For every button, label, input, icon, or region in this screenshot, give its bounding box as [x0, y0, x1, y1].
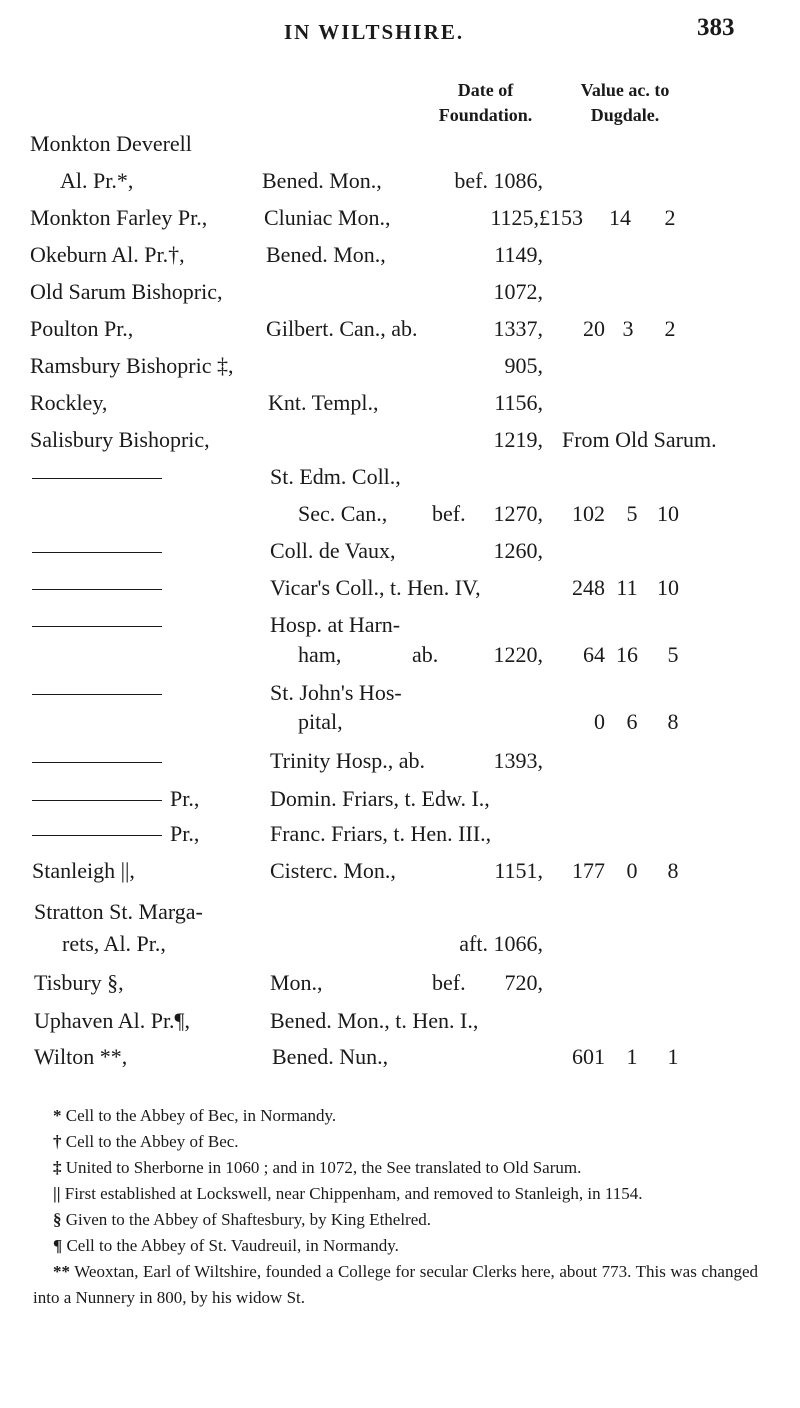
footnote-text: Weoxtan, Earl of Wiltshire, founded a College for secular Clerks here, about 773. This was changed into a Nunnery in 800, by his widow St.: [33, 1262, 758, 1307]
value-pounds: 248: [572, 575, 605, 600]
order: pital,: [298, 709, 343, 734]
order: Hosp. at Harn-: [270, 612, 401, 637]
order: Bened. Nun.,: [272, 1044, 389, 1069]
footnote-mark: *: [53, 1106, 62, 1125]
footnote-mark: ||: [53, 1184, 61, 1203]
value-pence: 5: [667, 642, 679, 667]
foundation-date: 1149,: [494, 242, 543, 267]
house-name: Monkton Deverell: [30, 131, 192, 156]
house-name: Poulton Pr.,: [30, 316, 134, 341]
house-name: Rockley,: [30, 390, 108, 415]
ditto-dash: [32, 680, 162, 706]
foundation-date: 1260,: [493, 538, 543, 563]
value-pounds: 0: [594, 709, 605, 734]
footnote: [33, 1233, 758, 1259]
foundation-date: 1220,: [493, 642, 543, 667]
order: Gilbert. Can., ab.: [266, 316, 418, 341]
foundation-date: 1393,: [493, 748, 543, 773]
value-pounds: 102: [572, 501, 605, 526]
house-name: rets, Al. Pr.,: [62, 931, 166, 956]
order: Bened. Mon.,: [266, 242, 386, 267]
foundation-date: 1156,: [494, 390, 543, 415]
foundation-date: aft. 1066,: [459, 931, 543, 956]
order: Cluniac Mon.,: [264, 205, 391, 230]
foundation-date: 1125,: [490, 205, 539, 230]
value-pence: 1: [667, 1044, 679, 1069]
date-qualifier: ab.: [412, 642, 439, 667]
value-shillings: 11: [616, 575, 638, 600]
footnote: [33, 1259, 758, 1311]
order: St. Edm. Coll.,: [270, 464, 401, 489]
column-header-date-line1: Date of: [457, 80, 514, 100]
foundation-date: 1219,: [493, 427, 543, 452]
column-header-value-line2: Dugdale.: [590, 105, 660, 125]
house-name: Pr.,: [170, 821, 200, 846]
footnote-mark: ‡: [53, 1158, 62, 1177]
footnote-text: Given to the Abbey of Shaftesbury, by King Ethelred.: [65, 1210, 432, 1229]
footnote: [33, 1207, 758, 1233]
order: Domin. Friars, t. Edw. I.,: [270, 786, 490, 811]
house-name: Stanleigh ||,: [32, 858, 135, 883]
date-qualifier: bef.: [432, 501, 466, 526]
value-pence: 8: [667, 709, 679, 734]
order: Franc. Friars, t. Hen. III.,: [270, 821, 492, 846]
running-head: IN WILTSHIRE.: [284, 20, 465, 44]
foundation-date: 1072,: [493, 279, 543, 304]
footnote-text: United to Sherborne in 1060 ; and in 1072, the See translated to Old Sarum.: [65, 1158, 582, 1177]
order: Bened. Mon., t. Hen. I.,: [270, 1008, 479, 1033]
column-header-date-line2: Foundation.: [438, 105, 533, 125]
house-name: Stratton St. Marga-: [34, 899, 203, 924]
value-shillings: 14: [609, 205, 631, 230]
value-pence: 10: [657, 501, 679, 526]
order: Bened. Mon.,: [262, 168, 382, 193]
footnote-text: Cell to the Abbey of Bec.: [65, 1132, 239, 1151]
value-note: From Old Sarum.: [562, 427, 717, 452]
column-header-value-line1: Value ac. to: [580, 80, 670, 100]
house-name: Tisbury §,: [34, 970, 124, 995]
footnote-mark: **: [53, 1262, 70, 1281]
value-pence: 2: [664, 205, 676, 230]
ditto-dash: [32, 575, 162, 601]
house-name: Uphaven Al. Pr.¶,: [34, 1008, 191, 1033]
footnote-text: Cell to the Abbey of Bec, in Normandy.: [65, 1106, 337, 1125]
value-pounds: 64: [583, 642, 605, 667]
value-shillings: 1: [626, 1044, 638, 1069]
column-header-value: [560, 78, 690, 128]
footnote: [33, 1181, 758, 1207]
footnote-mark: †: [53, 1132, 62, 1151]
order: Knt. Templ.,: [268, 390, 379, 415]
house-name: Okeburn Al. Pr.†,: [30, 242, 185, 267]
ditto-dash: [32, 748, 162, 774]
ditto-dash: [32, 786, 162, 812]
value-pounds: 601: [572, 1044, 605, 1069]
footnotes: [33, 1103, 758, 1311]
house-name: Pr.,: [170, 786, 200, 811]
value-pounds: 177: [572, 858, 605, 883]
ditto-dash: [32, 612, 162, 638]
footnote-mark: ¶: [53, 1236, 63, 1255]
order: Trinity Hosp., ab.: [270, 748, 426, 773]
value-pence: 8: [667, 858, 679, 883]
ditto-dash: [32, 464, 162, 490]
footnote: [33, 1103, 758, 1129]
footnote-text: First established at Lockswell, near Chippenham, and removed to Stanleigh, in 1154.: [64, 1184, 643, 1203]
order: St. John's Hos-: [270, 680, 402, 705]
foundation-date: 1151,: [494, 858, 543, 883]
order: Cisterc. Mon.,: [270, 858, 396, 883]
foundation-date: 720,: [504, 970, 543, 995]
value-shillings: 16: [616, 642, 638, 667]
value-shillings: 0: [626, 858, 638, 883]
foundation-date: 905,: [504, 353, 543, 378]
value-pence: 2: [664, 316, 676, 341]
order: Mon.,: [270, 970, 323, 995]
value-pounds: 20: [583, 316, 605, 341]
value-shillings: 3: [622, 316, 634, 341]
order: ham,: [298, 642, 342, 667]
value-pence: 10: [657, 575, 679, 600]
foundation-date: 1270,: [493, 501, 543, 526]
house-name: Wilton **,: [34, 1044, 128, 1069]
house-name: Monkton Farley Pr.,: [30, 205, 208, 230]
value-shillings: 6: [626, 709, 638, 734]
date-qualifier: bef.: [432, 970, 466, 995]
value-pounds: £153: [539, 205, 583, 230]
house-name: Salisbury Bishopric,: [30, 427, 210, 452]
foundation-date: 1337,: [493, 316, 543, 341]
order: Sec. Can.,: [298, 501, 388, 526]
ditto-dash: [32, 538, 162, 564]
house-name: Al. Pr.*,: [60, 168, 134, 193]
footnote-text: Cell to the Abbey of St. Vaudreuil, in Normandy.: [66, 1236, 399, 1255]
value-shillings: 5: [626, 501, 638, 526]
foundation-date: bef. 1086,: [454, 168, 543, 193]
ditto-dash: [32, 821, 162, 847]
page-number: 383: [697, 14, 735, 41]
column-header-date: [428, 78, 543, 128]
footnote-mark: §: [53, 1210, 62, 1229]
house-name: Old Sarum Bishopric,: [30, 279, 223, 304]
house-name: Ramsbury Bishopric ‡,: [30, 353, 234, 378]
order: Vicar's Coll., t. Hen. IV,: [270, 575, 481, 600]
footnote: [33, 1129, 758, 1155]
order: Coll. de Vaux,: [270, 538, 396, 563]
footnote: [33, 1155, 758, 1181]
